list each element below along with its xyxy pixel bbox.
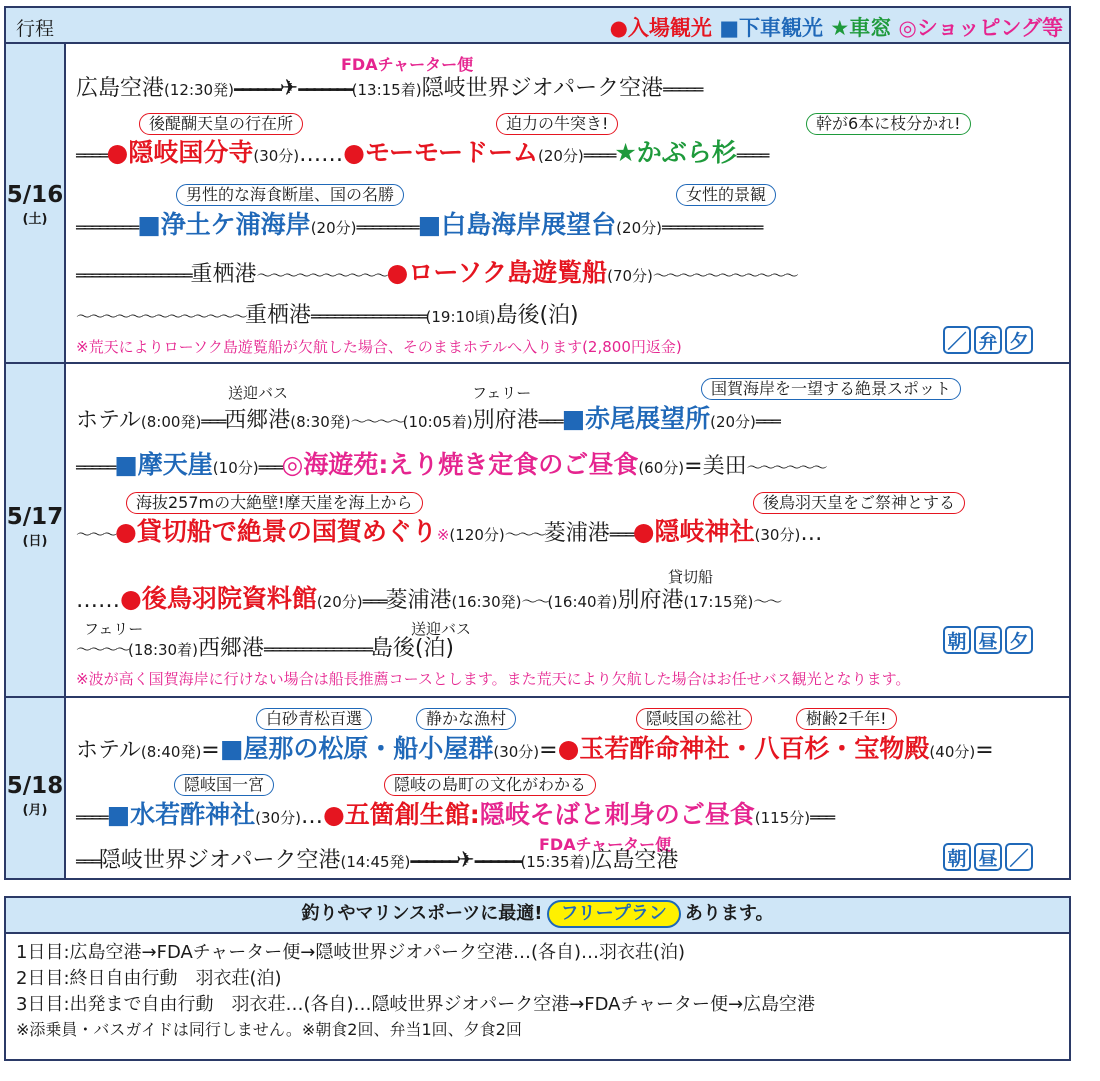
day-weekday: (日): [22, 534, 48, 549]
sight-shopping: 隠岐そばと刺身のご昼食: [479, 800, 755, 829]
free-plan-box: [4, 896, 1071, 1061]
day-date: 5/17: [6, 504, 64, 530]
time: (10:05着): [402, 413, 473, 431]
time: (15:35着): [520, 853, 591, 871]
route-connector: ═══: [201, 412, 225, 431]
day-date: 5/16: [6, 182, 64, 208]
walk-connector: ……: [299, 142, 344, 167]
sight-admission: ●後鳥羽院資料館: [120, 584, 317, 613]
meal-icons: [943, 626, 1033, 654]
sight-stop: ■赤尾展望所: [561, 404, 711, 433]
legend-shopping: ◎ショッピング等: [898, 16, 1063, 40]
place: ホテル: [76, 408, 141, 433]
route-connector: ═══════════════: [311, 307, 426, 326]
day-row-3: [6, 698, 1069, 878]
itinerary-table: [4, 6, 1071, 880]
day-row-1: [6, 44, 1069, 364]
note-pill: 後醍醐天皇の行在所: [139, 113, 303, 135]
meal-dinner-icon: 夕: [1005, 626, 1033, 654]
route-connector: =: [539, 738, 558, 763]
free-plan-badge: フリープラン: [547, 900, 681, 928]
duration: (40分): [929, 743, 976, 761]
itinerary-header-label: 行程: [16, 18, 55, 40]
sea-connector: 〜〜〜: [504, 525, 544, 544]
note-pill: 国賀海岸を一望する絶景スポット: [701, 378, 961, 400]
sea-connector: 〜〜〜: [76, 525, 116, 544]
free-plan-day: 2日目:終日自由行動 羽衣荘(泊): [16, 968, 282, 989]
overnight: 島後(泊): [495, 303, 579, 328]
meal-lunch-icon: 昼: [974, 626, 1002, 654]
place: 広島空港: [76, 76, 165, 101]
route-connector: ═══: [755, 412, 779, 431]
note-mark: ※: [436, 526, 450, 544]
sight-stop: ■浄土ケ浦海岸: [137, 210, 311, 239]
meal-none-icon: ／: [1005, 843, 1033, 871]
duration: (30分): [754, 526, 801, 544]
route-connector: ═════════════: [661, 218, 762, 237]
note-pill: 隠岐国一宮: [174, 774, 274, 796]
sea-connector: 〜〜: [521, 592, 548, 611]
note-pill: 樹齢2千年!: [796, 708, 897, 730]
sight-admission: ●五箇創生館:: [322, 800, 480, 829]
sight-stop: ■摩天崖: [114, 450, 213, 479]
duration: (30分): [253, 147, 300, 165]
sight-admission: ●貸切船で絶景の国賀めぐり: [115, 517, 437, 546]
route-connector: ════: [76, 808, 107, 827]
legend-window: ★車窓: [830, 16, 892, 40]
sea-connector: 〜〜〜〜〜〜〜〜〜〜: [256, 266, 387, 285]
duration: (70分): [607, 267, 653, 285]
legend-admission: ●入場観光: [609, 16, 712, 40]
walk-connector: ……: [76, 588, 120, 613]
free-plan-body: [6, 934, 1069, 1042]
route-connector: ════: [76, 146, 107, 165]
note-pill: 白砂青松百選: [256, 708, 372, 730]
note-pill: 隠岐の島町の文化がわかる: [384, 774, 596, 796]
route-line: [76, 210, 761, 243]
free-plan-day: 3日目:出発まで自由行動 羽衣荘…(各自)…隠岐世界ジオパーク空港→FDAチャーター便→広島空港: [16, 994, 816, 1015]
meal-icons: [943, 326, 1033, 354]
note-pill: 幹が6本に枝分かれ!: [806, 113, 971, 135]
note-pill: 海抜257mの大絶壁!摩天崖を海上から: [126, 492, 423, 514]
plane-icon: ✈: [279, 76, 299, 101]
transport-label: フェリー: [472, 384, 532, 402]
time: (14:45発): [340, 853, 411, 871]
route-connector: =: [201, 738, 220, 763]
route-line: [76, 734, 994, 767]
route-connector: ════: [583, 146, 615, 165]
sight-admission: ●モーモードーム: [343, 138, 538, 167]
sight-stop: ■白島海岸展望台: [417, 210, 617, 239]
sea-connector: 〜〜: [753, 592, 780, 611]
sea-connector: 〜〜〜〜: [76, 640, 129, 659]
plane-icon: ✈: [456, 848, 475, 873]
route-connector: ━━━━━━━: [298, 80, 352, 99]
route-connector: ════════: [76, 218, 138, 237]
note-pill: 隠岐国の総社: [636, 708, 752, 730]
place: 重栖港: [245, 303, 312, 328]
duration: (20分): [616, 219, 662, 237]
sight-admission: ●隠岐国分寺: [106, 138, 254, 167]
day-cell: [6, 364, 66, 696]
route-connector: ═══: [76, 852, 99, 871]
place: 西郷港: [224, 408, 291, 433]
flight-label: FDAチャーター便: [539, 835, 672, 854]
day-weekday: (土): [22, 212, 48, 227]
overnight: 島後(泊): [370, 636, 454, 661]
time: (13:15着): [351, 81, 422, 99]
flight-label: FDAチャーター便: [341, 55, 474, 74]
duration: (30分): [493, 743, 540, 761]
transport-label: フェリー: [84, 620, 144, 638]
route-connector: ═══════════════: [76, 266, 191, 285]
route-connector: ════════: [356, 218, 418, 237]
route-connector: ═══: [538, 412, 562, 431]
sight-admission: ●隠岐神社: [632, 517, 755, 546]
place: 広島空港: [590, 848, 679, 873]
note-pill: 迫力の牛突き!: [496, 113, 618, 135]
time: (17:15発): [683, 593, 754, 611]
place: 隠岐世界ジオパーク空港: [421, 76, 664, 101]
sight-shopping: ◎海遊苑:えり焼き定食のご昼食: [281, 450, 639, 479]
meal-breakfast-icon: 朝: [943, 626, 971, 654]
duration: (20分): [316, 593, 363, 611]
route-connector: ═══: [810, 808, 834, 827]
time: (8:00発): [140, 413, 202, 431]
meal-none-icon: ／: [943, 326, 971, 354]
transport-label: 送迎バス: [411, 620, 472, 638]
route-connector: ═══: [258, 458, 282, 477]
sight-admission: ●玉若酢命神社・八百杉・宝物殿: [557, 734, 930, 763]
meal-breakfast-icon: 朝: [943, 843, 971, 871]
legend: [610, 12, 1063, 42]
route-connector: =: [975, 738, 994, 763]
sight-stop: ■屋那の松原・船小屋群: [219, 734, 494, 763]
note-pill: 静かな漁村: [416, 708, 516, 730]
day-weekday: (月): [22, 803, 48, 818]
place: 美田: [702, 454, 747, 479]
meal-dinner-icon: 夕: [1005, 326, 1033, 354]
note-pill: 男性的な海食断崖、国の名勝: [176, 184, 404, 206]
route-line: [76, 450, 825, 483]
sea-connector: 〜〜〜〜〜〜〜〜〜〜〜: [652, 266, 796, 285]
transport-label: 貸切船: [668, 568, 714, 586]
place: 別府港: [617, 588, 684, 613]
table-header: [6, 8, 1069, 44]
place: 別府港: [472, 408, 539, 433]
free-plan-note: ※添乗員・バスガイドは同行しません。※朝食2回、弁当1回、夕食2回: [16, 1020, 522, 1039]
time: (18:30着): [128, 641, 198, 659]
route-connector: ═════: [663, 80, 702, 99]
duration: (120分): [449, 526, 505, 544]
time: (8:40発): [140, 743, 202, 761]
day-note: ※荒天によりローソク島遊覧船が欠航した場合、そのままホテルへ入ります(2,800円返金): [76, 338, 682, 356]
note-pill: 女性的景観: [676, 184, 776, 206]
duration: (30分): [255, 809, 301, 827]
sea-connector: 〜〜〜〜〜〜: [746, 458, 825, 477]
sea-connector: 〜〜〜〜: [350, 412, 403, 431]
day-date: 5/18: [6, 773, 64, 799]
place: 西郷港: [197, 636, 264, 661]
route-line: [76, 634, 454, 665]
route-connector: ━━━━━━: [410, 852, 457, 871]
route-connector: ════: [736, 146, 768, 165]
route-line: [76, 517, 822, 550]
free-plan-day: 1日目:広島空港→FDAチャーター便→隠岐世界ジオパーク空港…(各自)…羽衣荘(泊): [16, 942, 686, 963]
sight-stop: ■水若酢神社: [106, 800, 256, 829]
route-line: [76, 138, 767, 171]
route-line: [76, 404, 779, 437]
day-cell: [6, 44, 66, 362]
place: ホテル: [76, 738, 141, 763]
time: (16:40着): [547, 593, 618, 611]
note-pill: 後鳥羽天皇をご祭神とする: [753, 492, 965, 514]
duration: (60分): [638, 459, 685, 477]
route-connector: ═══: [609, 525, 633, 544]
sight-window: ★かぶら杉: [614, 138, 737, 167]
legend-stop: ■下車観光: [719, 16, 824, 40]
route-connector: ══════════════: [263, 640, 371, 659]
day-row-2: [6, 364, 1069, 698]
time: (12:30発): [164, 81, 234, 99]
place: 隠岐世界ジオパーク空港: [98, 848, 341, 873]
sea-connector: 〜〜〜〜〜〜〜〜〜〜〜〜〜: [76, 307, 246, 326]
route-connector: ═══: [362, 592, 386, 611]
duration: (20分): [710, 413, 756, 431]
day-note: ※波が高く国賀海岸に行けない場合は船長推薦コースとします。また荒天により欠航した場合はお任せバス観光となります。: [76, 670, 911, 688]
route-line: [76, 258, 796, 291]
route-connector: ═════: [76, 458, 115, 477]
transport-label: 送迎バス: [228, 384, 289, 402]
route-connector: ━━━━━━: [474, 852, 521, 871]
walk-connector: …: [800, 521, 823, 546]
duration: (115分): [754, 809, 811, 827]
free-plan-outro: あります。: [684, 903, 774, 924]
duration: (10分): [212, 459, 259, 477]
place: 重栖港: [190, 262, 257, 287]
route-line: [76, 584, 779, 617]
walk-connector: …: [300, 804, 323, 829]
route-line: [76, 800, 833, 833]
route-line: [76, 74, 701, 105]
time: (19:10頃): [425, 308, 496, 326]
free-plan-header: [6, 898, 1069, 934]
time: (16:30発): [451, 593, 522, 611]
route-line: [76, 846, 678, 877]
duration: (20分): [310, 219, 357, 237]
route-connector: =: [684, 454, 703, 479]
place: 菱浦港: [385, 588, 452, 613]
time: (8:30発): [290, 413, 351, 431]
sight-admission: ●ローソク島遊覧船: [386, 258, 608, 287]
route-line: [76, 301, 579, 332]
route-connector: ━━━━━━: [233, 80, 280, 99]
duration: (20分): [537, 147, 584, 165]
day-cell: [6, 698, 66, 878]
free-plan-intro: 釣りやマリンスポーツに最適!: [301, 903, 543, 924]
place: 菱浦港: [543, 521, 610, 546]
meal-bento-icon: 弁: [974, 326, 1002, 354]
meal-lunch-icon: 昼: [974, 843, 1002, 871]
meal-icons: [943, 843, 1033, 871]
